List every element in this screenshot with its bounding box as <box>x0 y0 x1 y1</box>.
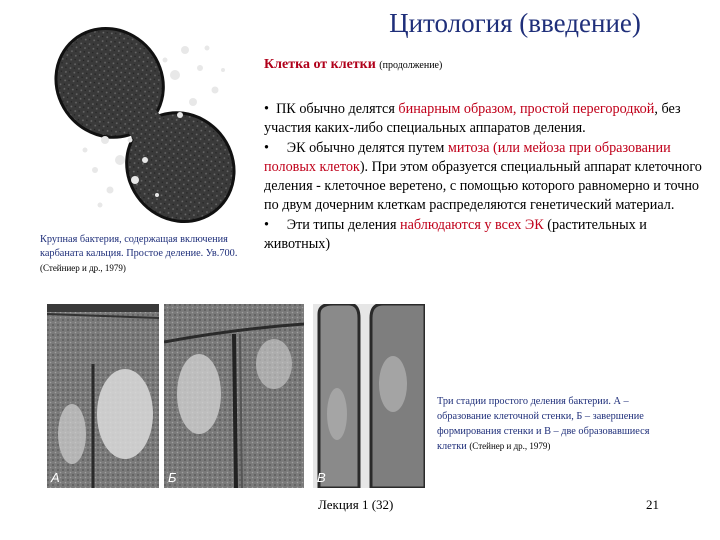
micrograph-panel-a <box>47 304 159 488</box>
panel-label-v: В <box>317 470 326 485</box>
bullet-eukaryotes <box>264 139 709 216</box>
bullet-prokaryotes <box>264 100 709 139</box>
caption-bottom <box>437 394 677 454</box>
bullet-3-text-a: Эти типы деления <box>286 216 401 233</box>
bullet-1-highlight: бинарным образом, простой перегородкой <box>398 101 655 117</box>
bullet-marker: • <box>264 139 269 156</box>
bullet-division-types <box>264 216 709 255</box>
footer-lecture: Лекция 1 (32) <box>318 497 394 512</box>
bullet-2-text-a: ЭК обычно делятся путем <box>286 139 448 156</box>
page-number: 21 <box>646 497 659 512</box>
bullet-3-highlight: наблюдаются у всех ЭК <box>400 216 544 233</box>
bullet-2-text-b: ). При этом образуется специальный аппарат клеточного деления - клеточное веретено, с помощью которого равномерно и точно по двум дочерним клеткам распределяются генетический материал. <box>264 158 702 214</box>
bullet-1-text-a: ПК обычно делятся <box>276 101 399 117</box>
subtitle-note: (продолжение) <box>379 60 443 71</box>
dividing-bacterium-micrograph <box>45 20 250 225</box>
bullet-2-highlight: митоза (или мейоза при образовании половых клеток <box>264 139 671 175</box>
caption-bottom-text: Три стадии простого деления бактерии. А – образование клеточной стенки, Б – завершение формирования стенки и В – две образовавшиеся клетки <box>437 396 650 452</box>
body-text <box>264 100 709 254</box>
caption-top-source: (Стейниер и др., 1979) <box>40 263 126 273</box>
bullet-marker: • <box>264 216 269 233</box>
caption-top <box>40 233 240 276</box>
panel-label-b: Б <box>168 470 177 485</box>
slide-subtitle <box>264 57 442 73</box>
micrograph-panel-v <box>313 304 425 488</box>
caption-top-text: Крупная бактерия, содержащая включения карбаната кальция. Простое деление. Ув.700. <box>40 234 238 259</box>
micrograph-panel-b <box>164 304 304 488</box>
bullet-3-text-b: (растительных и животных) <box>264 216 647 253</box>
caption-bottom-source: (Стейнер и др., 1979) <box>469 441 551 451</box>
bullet-1-text-b: , без участия каких-либо специальных аппаратов деления. <box>264 101 681 137</box>
bullet-marker: • <box>264 101 269 117</box>
slide-title: Цитология (введение) <box>389 8 641 38</box>
panel-label-a: А <box>51 470 60 485</box>
subtitle-main: Клетка от клетки <box>264 57 376 72</box>
